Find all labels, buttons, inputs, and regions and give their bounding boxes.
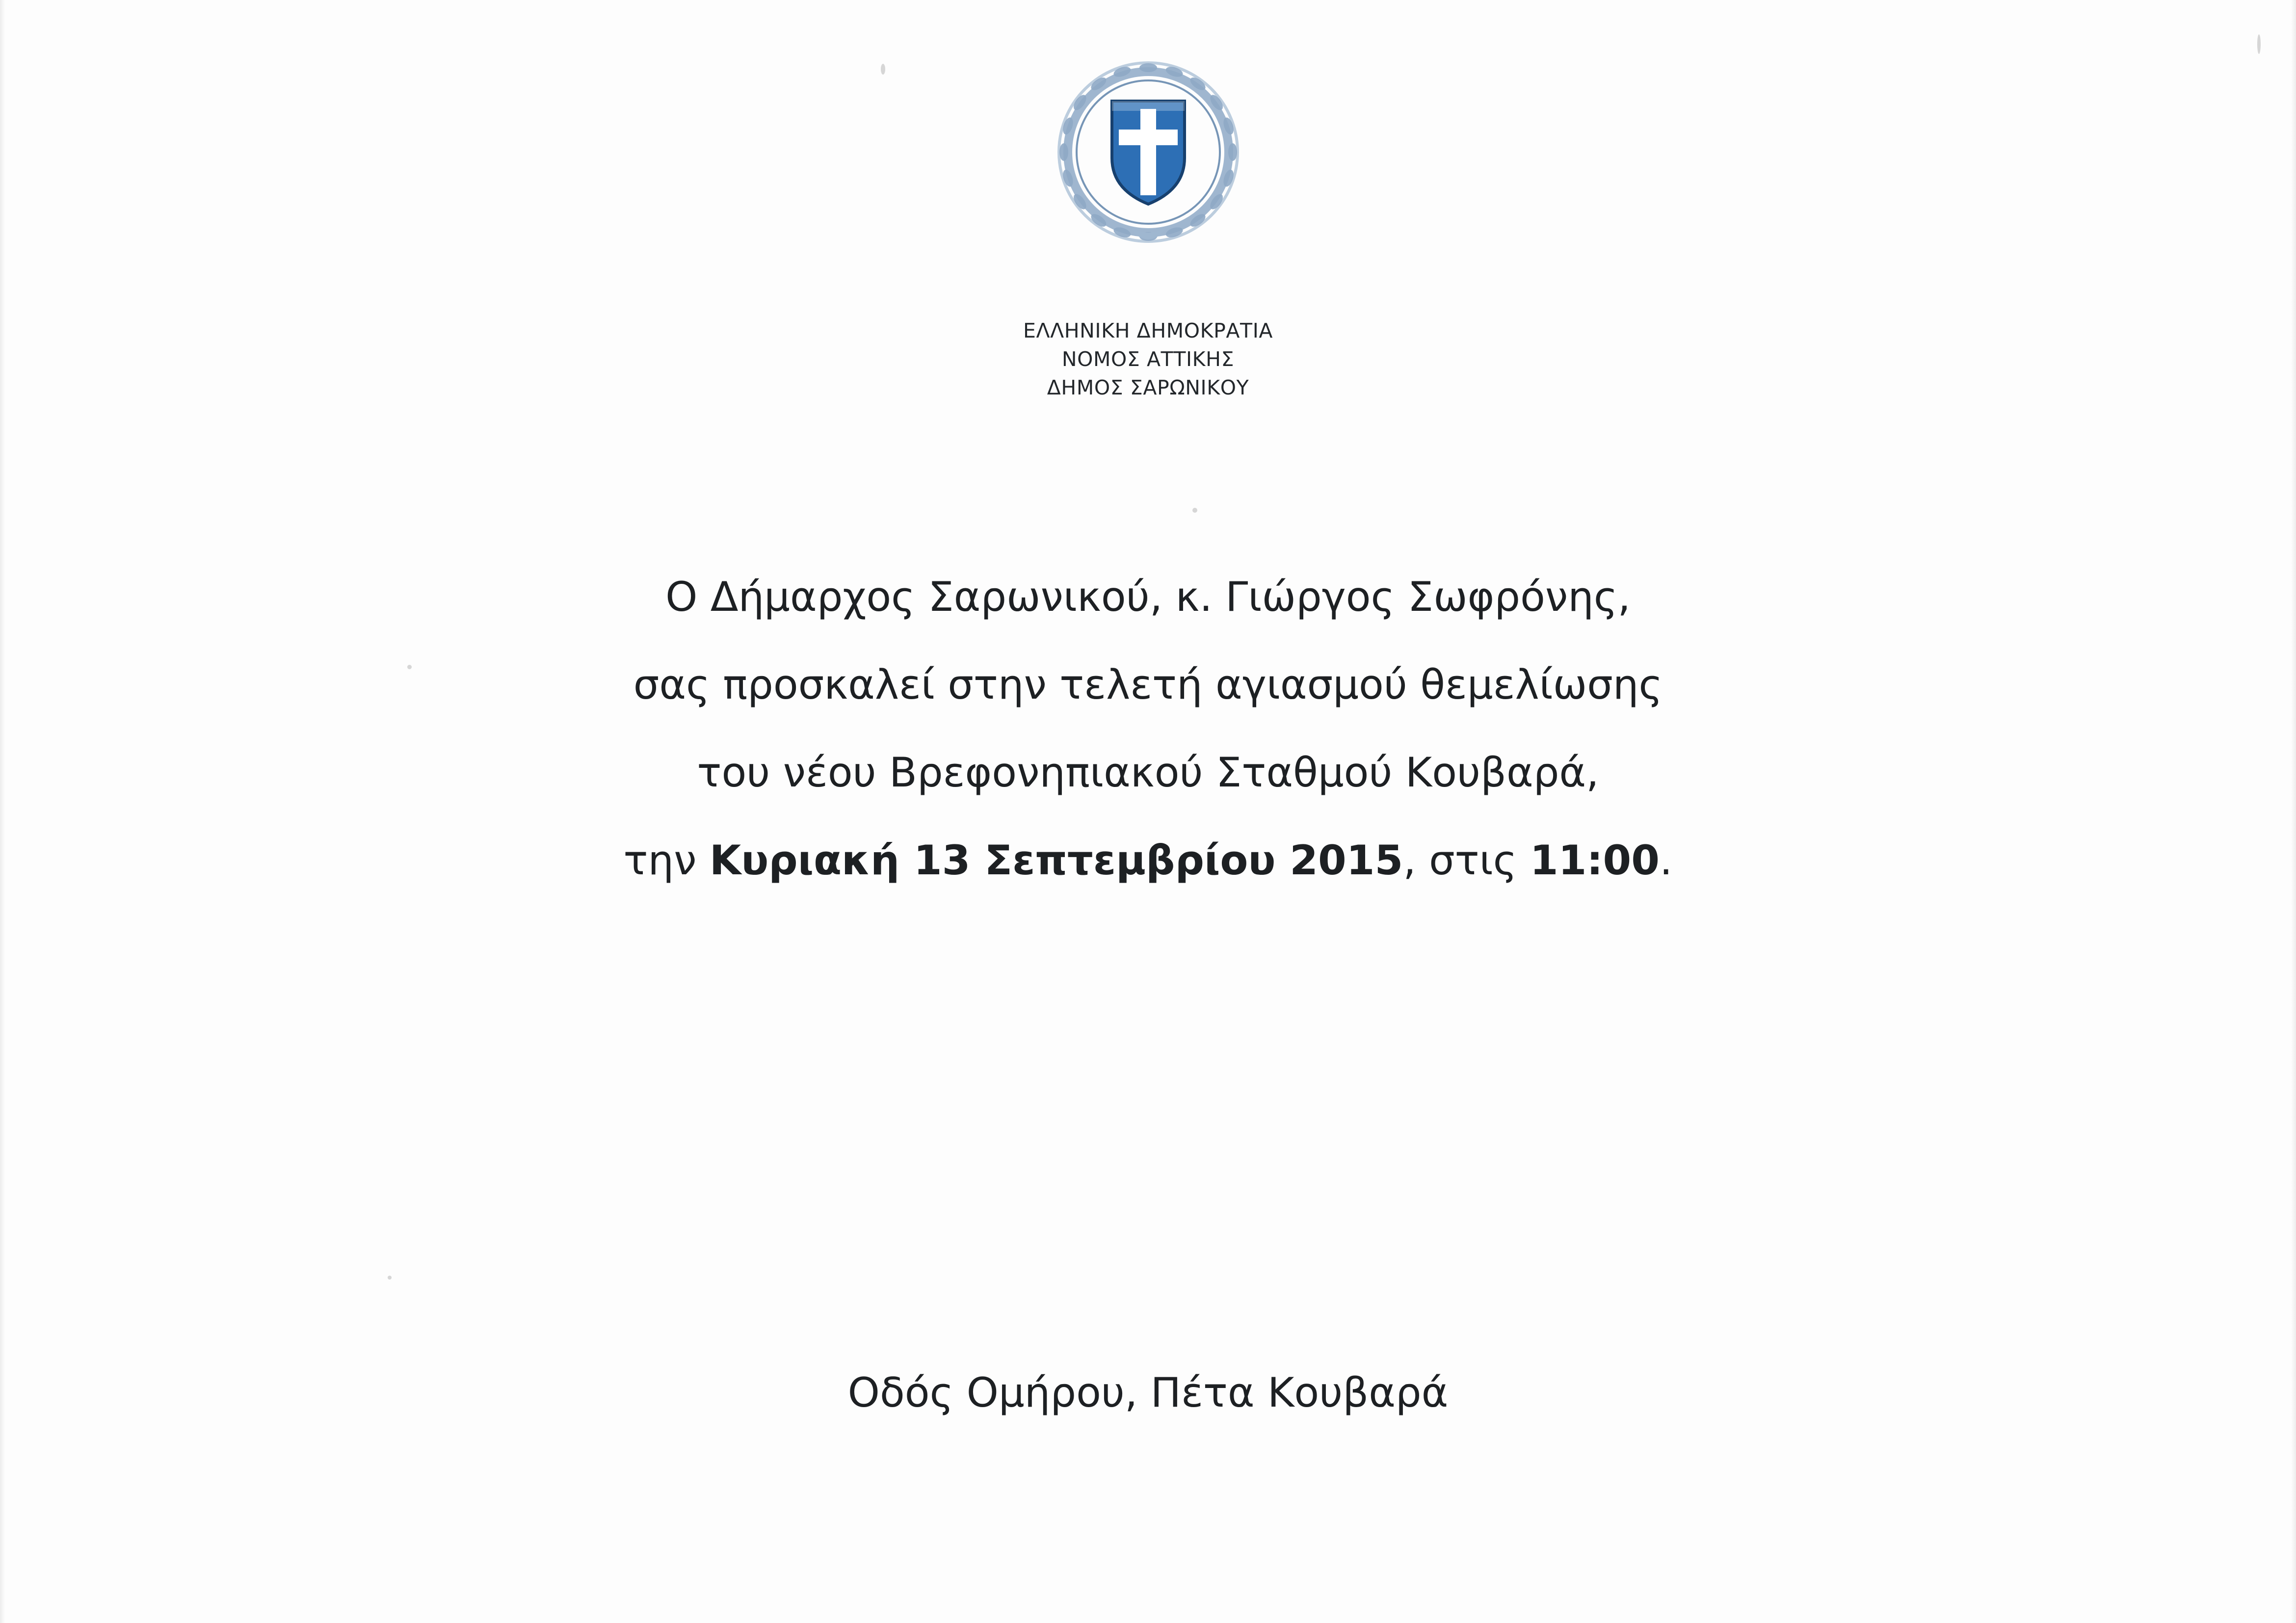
invitation-body: [0, 573, 2296, 884]
datetime-suffix: .: [1660, 837, 1673, 884]
letterhead-line-1: ΕΛΛΗΝΙΚΗ ΔΗΜΟΚΡΑΤΙΑ: [1023, 319, 1273, 342]
scan-speck: [1192, 508, 1197, 513]
scan-speck: [388, 1276, 392, 1280]
letterhead: [0, 316, 2296, 402]
letterhead-line-2: ΝΟΜΟΣ ΑΤΤΙΚΗΣ: [1061, 347, 1235, 371]
emblem-container: [0, 54, 2296, 250]
datetime-middle: , στις: [1403, 837, 1530, 884]
event-address: Οδός Ομήρου, Πέτα Κουβαρά: [847, 1369, 1449, 1416]
invitation-line-ceremony: σας προσκαλεί στην τελετή αγιασμού θεμελίωσης: [633, 661, 1663, 708]
datetime-prefix: την: [623, 837, 710, 884]
letterhead-line-3: ΔΗΜΟΣ ΣΑΡΩΝΙΚΟΥ: [1047, 376, 1249, 400]
invitation-line-datetime: [0, 837, 2296, 884]
invitation-line-mayor: Ο Δήμαρχος Σαρωνικού, κ. Γιώργος Σωφρόνης,: [665, 573, 1631, 621]
event-date: Κυριακή 13 Σεπτεμβρίου 2015: [709, 837, 1403, 884]
coat-of-arms-greece-icon: [1050, 54, 1246, 250]
invitation-line-venue: του νέου Βρεφονηπιακού Σταθμού Κουβαρά,: [697, 749, 1599, 796]
scan-speck: [2257, 34, 2261, 54]
event-time: 11:00: [1530, 837, 1660, 884]
